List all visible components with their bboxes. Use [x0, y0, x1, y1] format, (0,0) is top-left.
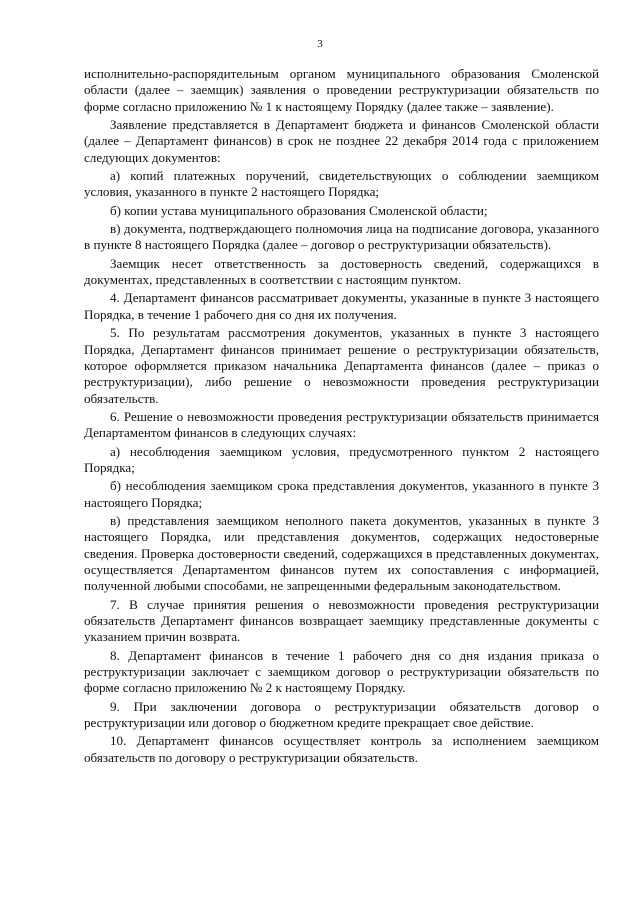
- paragraph-responsibility: Заемщик несет ответственность за достоверность сведений, содержащихся в документах, представленных в соответствии с настоящим пунктом.: [84, 255, 599, 288]
- list-item-b-charter: б) копии устава муниципального образования Смоленской области;: [110, 202, 488, 218]
- clause-6: 6. Решение о невозможности проведения реструктуризации обязательств принимается Департаментом финансов в следующих случаях:: [84, 408, 599, 441]
- paragraph-application: Заявление представляется в Департамент бюджета и финансов Смоленской области (далее – Департамент финансов) в срок не позднее 22 декабря 2014 года с приложением следующих документов:: [84, 117, 599, 165]
- clause-9: 9. При заключении договора о реструктуризации обязательств договор о реструктуризации или договор о бюджетном кредите прекращает свое действие.: [84, 698, 599, 731]
- clause-5: 5. По результатам рассмотрения документов, указанных в пункте 3 настоящего Порядка, Департамент финансов принимает решение о реструктуризации обязательств, которое оформляется приказом начальника Департамента финансов (далее – приказ о реструктуризации), либо решение о невозможности проведения реструктуризации обязательств.: [84, 325, 599, 406]
- clause-6-item-b: б) несоблюдения заемщиком срока представления документов, указанного в пункте 3 настоящего Порядка;: [84, 478, 599, 510]
- clause-6-item-c: в) представления заемщиком неполного пакета документов, указанных в пункте 3 настоящего Порядка, или представления документов, содержащих недостоверные сведения. Проверка достоверности сведений, содержащихся в представленных документах, осуществляется Департаментом финансов путем их сопоставления с информацией, полученной любыми способами, не запрещенными федеральным законодательством.: [84, 512, 599, 594]
- document-body: [84, 66, 599, 766]
- list-item-a-payment-orders: а) копий платежных поручений, свидетельствующих о соблюдении заемщиком условия, указанного в пункте 2 настоящего Порядка;: [84, 168, 599, 200]
- list-item-c-authority: в) документа, подтверждающего полномочия лица на подписание договора, указанного в пункте 8 настоящего Порядка (далее – договор о реструктуризации обязательств).: [84, 221, 599, 253]
- clause-8: 8. Департамент финансов в течение 1 рабочего дня со дня издания приказа о реструктуризации заключает с заемщиком договор о реструктуризации обязательств по форме согласно приложению № 2 к настоящему Порядку.: [84, 647, 599, 696]
- clause-10: 10. Департамент финансов осуществляет контроль за исполнением заемщиком обязательств по договору о реструктуризации обязательств.: [84, 733, 599, 765]
- clause-7: 7. В случае принятия решения о невозможности проведения реструктуризации обязательств Департамент финансов возвращает заемщику представленные документы с указанием причин возврата.: [84, 596, 599, 645]
- clause-4: 4. Департамент финансов рассматривает документы, указанные в пункте 3 настоящего Порядка, в течение 1 рабочего дня со дня их получения.: [84, 290, 599, 322]
- clause-6-item-a: а) несоблюдения заемщиком условия, предусмотренного пунктом 2 настоящего Порядка;: [84, 443, 599, 475]
- paragraph-continuation: исполнительно-распорядительным органом муниципального образования Смоленской области (далее – заемщик) заявления о проведении реструктуризации обязательств по форме согласно приложению № 1 к настоящему Порядку (далее также – заявление).: [84, 66, 599, 114]
- page-number: 3: [317, 38, 323, 50]
